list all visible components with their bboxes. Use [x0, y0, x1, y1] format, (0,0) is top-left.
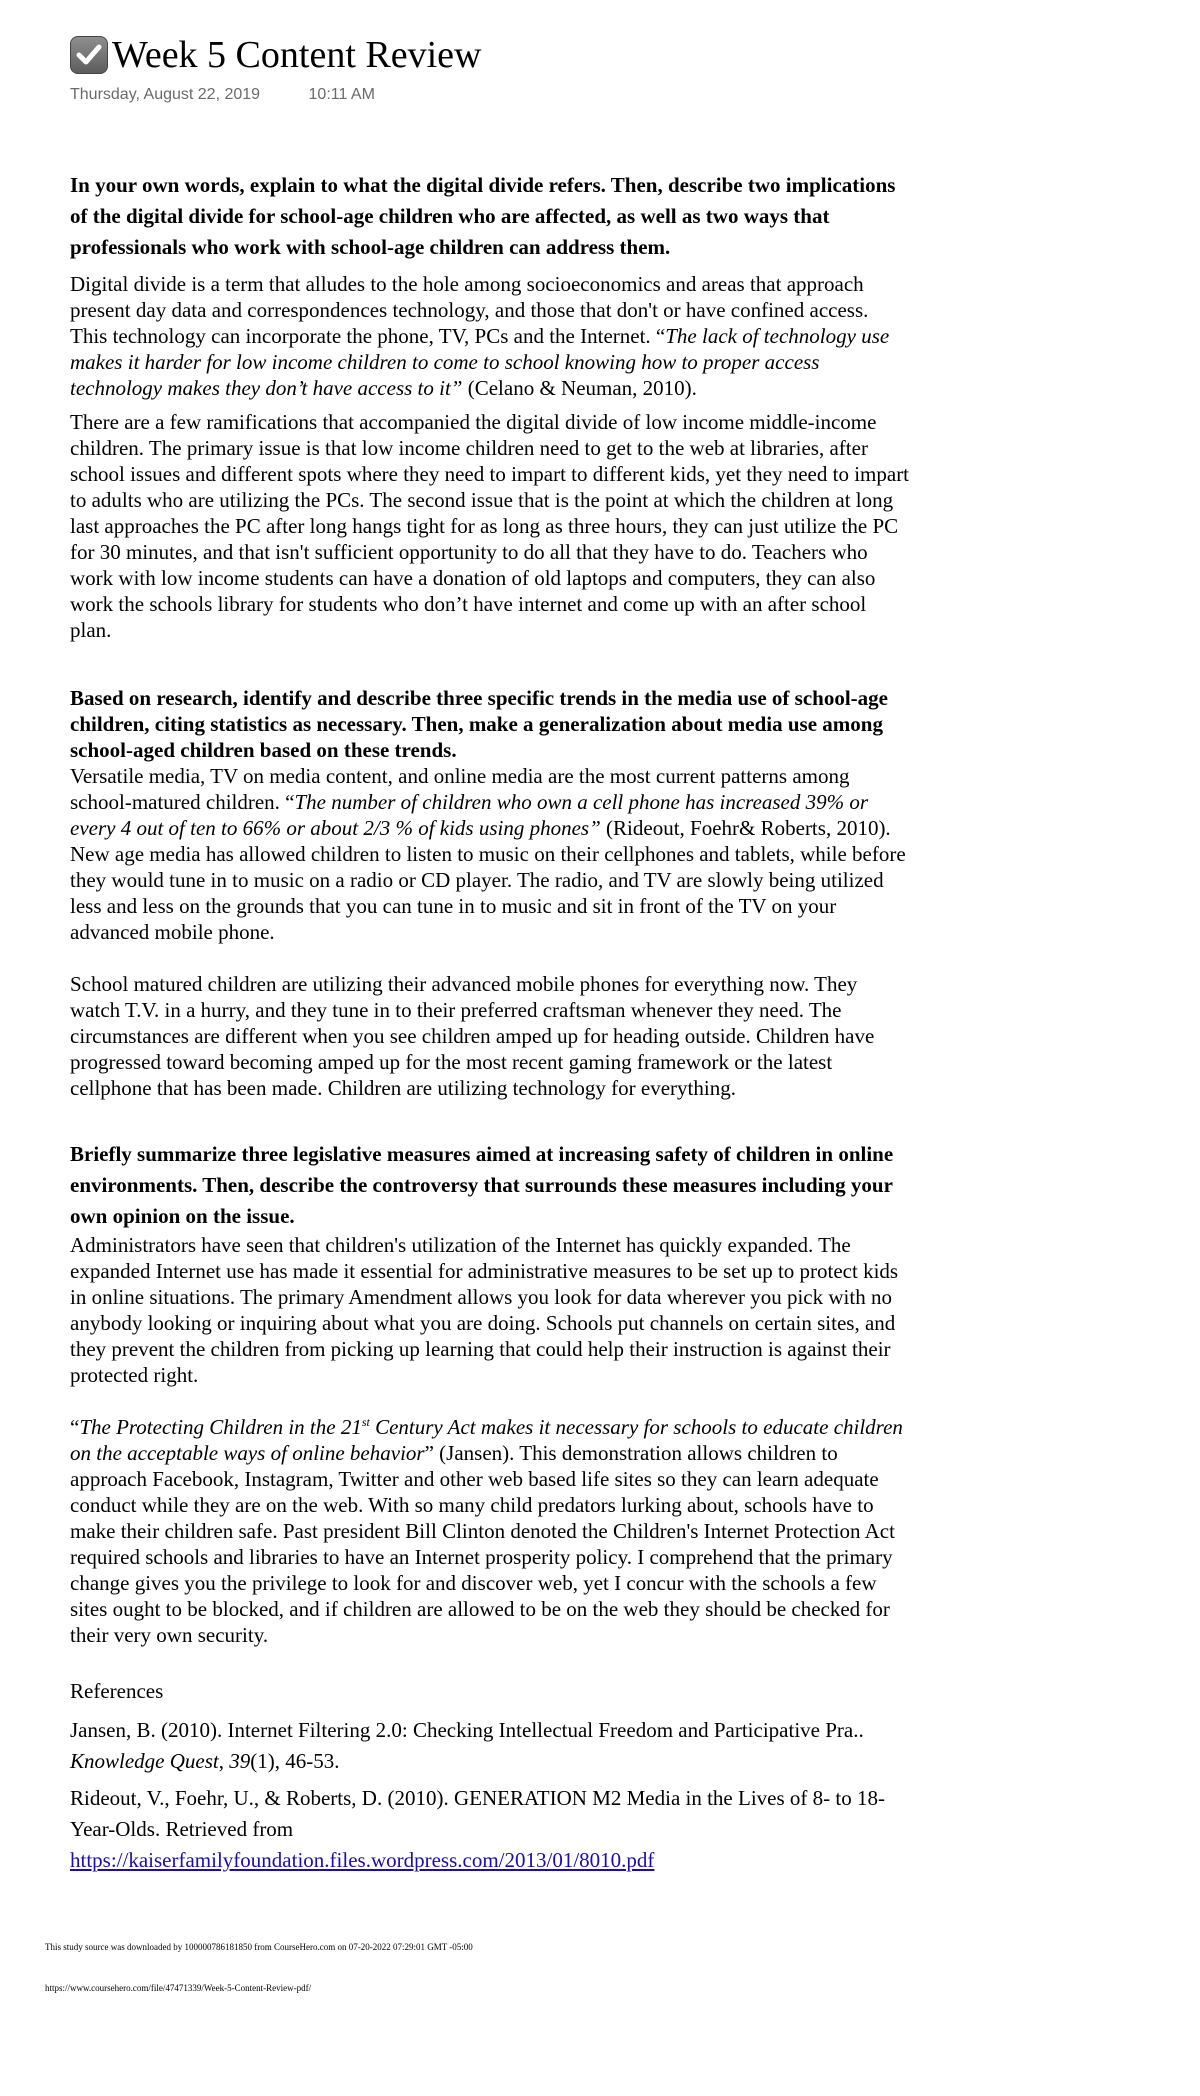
- answer-2-quote: The number of children who own a cell phone has increased 39% or every 4 out of ten to 66% or about 2/3 % of kids using phones”: [70, 790, 869, 840]
- answer-1-quote: The lack of technology use makes it harder for low income children to come to school knowing how to proper access technology makes they don’t have access to it”: [70, 324, 890, 400]
- reference-1-journal: Knowledge Quest: [70, 1749, 219, 1773]
- reference-1-text: Jansen, B. (2010). Internet Filtering 2.0: Checking Intellectual Freedom and Participative Pra..: [70, 1718, 864, 1742]
- references-heading: References: [70, 1679, 164, 1703]
- answer-1-paragraph-1: [70, 271, 910, 401]
- page-title: Week 5 Content Review: [112, 34, 482, 76]
- answer-3-paragraph-1: Administrators have seen that children's utilization of the Internet has quickly expanded. The expanded Internet use has made it essential for administrative measures to be set up to protect kids in online situations. The primary Amendment allows you look for data wherever you pick with no anybody looking or inquiring about what you are doing. Schools put channels on certain sites, and they prevent the children from picking up learning that could help their instruction is against their protected right.: [70, 1233, 899, 1387]
- question-2: Based on research, identify and describe three specific trends in the media use of school-age children, citing statistics as necessary. Then, make a generalization about media use among school-aged children based on these trends.: [70, 686, 888, 762]
- checkbox-checked-icon[interactable]: [70, 36, 108, 74]
- references: [70, 1676, 910, 1876]
- answer-3-open-quote: “: [70, 1415, 80, 1439]
- question-1: In your own words, explain to what the digital divide refers. Then, describe two implications of the digital divide for school-age children who are affected, as well as two ways that professionals who work with school-age children can address them.: [70, 173, 896, 259]
- reference-2: [70, 1783, 910, 1876]
- answer-1-text: Digital divide is a term that alludes to the hole among socioeconomics and areas that approach present day data and correspondences technology, and those that don't or have confined access. This technology can incorporate the phone, TV, PCs and the Internet. “: [70, 272, 869, 348]
- question-3: Briefly summarize three legislative measures aimed at increasing safety of children in online environments. Then, describe the controversy that surrounds these measures including your own opinion on the issue.: [70, 1142, 894, 1228]
- answer-2-paragraph-2: School matured children are utilizing their advanced mobile phones for everything now. They watch T.V. in a hurry, and they tune in to their preferred craftsman whenever they need. The circumstances are different when you see children amped up for heading outside. Children have progressed toward becoming amped up for the most recent gaming framework or the latest cellphone that has been made. Children are utilizing technology for everything.: [70, 972, 875, 1100]
- answer-2-text: Versatile media, TV on media content, and online media are the most current patterns among school-matured children. “: [70, 764, 850, 814]
- reference-1: [70, 1715, 910, 1777]
- reference-2-text: Rideout, V., Foehr, U., & Roberts, D. (2010). GENERATION M2 Media in the Lives of 8- to 18-Year-Olds. Retrieved from: [70, 1786, 885, 1841]
- document-page: [70, 30, 910, 1876]
- answer-3-rest: ” (Jansen). This demonstration allows children to approach Facebook, Instagram, Twitter and other web based life sites so they can learn adequate conduct while they are on the web. With so many child predators lurking about, schools have to make their children safe. Past president Bill Clinton denoted the Children's Internet Protection Act required schools and libraries to have an Internet prosperity policy. I comprehend that the primary change gives you the privilege to look for and discover web, yet I concur with the schools a few sites ought to be blocked, and if children are allowed to be on the web they should be checked for their very own security.: [70, 1441, 895, 1647]
- answer-2-paragraph-1: [70, 763, 910, 945]
- reference-1-sep: ,: [218, 1749, 230, 1773]
- time-text: 10:11 AM: [308, 86, 375, 103]
- answer-3-quote-b: Century Act makes it necessary for schools to educate children on the acceptable ways of online behavior: [70, 1415, 903, 1465]
- reference-2-link[interactable]: https://kaiserfamilyfoundation.files.wordpress.com/2013/01/8010.pdf: [70, 1848, 655, 1872]
- answer-3-quote-a: The Protecting Children in the 21: [79, 1415, 362, 1439]
- answer-1-citation: (Celano & Neuman, 2010).: [462, 376, 697, 400]
- timestamp: [70, 86, 910, 110]
- reference-1-volume: 39: [229, 1749, 251, 1773]
- watermark-source-url: https://www.coursehero.com/file/47471339/Week-5-Content-Review-pdf/: [45, 1983, 312, 1993]
- watermark-download-notice: This study source was downloaded by 100000786181850 from CourseHero.com on 07-20-2022 07:29:01 GMT -05:00: [45, 1942, 473, 1952]
- answer-1-paragraph-2: There are a few ramifications that accompanied the digital divide of low income middle-income children. The primary issue is that low income children need to get to the web at libraries, after school issues and different spots where they need to impart to different kids, yet they need to impart to adults who are utilizing the PCs. The second issue that is the point at which the children at long last approaches the PC after long hangs tight for as long as three hours, they can just utilize the PC for 30 minutes, and that isn't sufficient opportunity to do all that they have to do. Teachers who work with low income students can have a donation of old laptops and computers, they can also work the schools library for students who don’t have internet and come up with an after school plan.: [70, 410, 910, 642]
- title-row: [70, 30, 910, 80]
- answer-3-quote-sup: st: [361, 1415, 370, 1429]
- reference-1-pages: (1), 46-53.: [250, 1749, 340, 1773]
- answer-2-citation: (Rideout, Foehr& Roberts, 2010). New age media has allowed children to listen to music on their cellphones and tablets, while before they would tune in to music on a radio or CD player. The radio, and TV are slowly being utilized less and less on the grounds that you can tune in to music and sit in front of the TV on your advanced mobile phone.: [70, 816, 906, 944]
- answer-3-paragraph-2: [70, 1414, 910, 1648]
- date-text: Thursday, August 22, 2019: [70, 86, 261, 103]
